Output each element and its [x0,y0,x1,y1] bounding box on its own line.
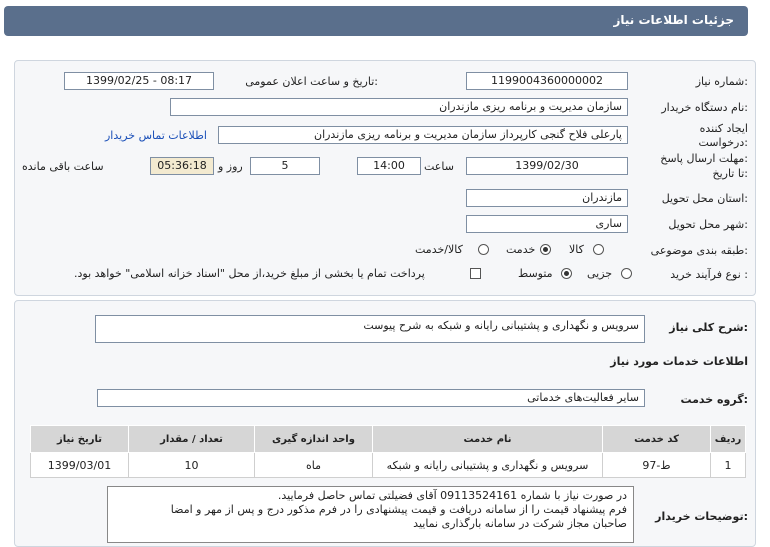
need-number-field: 1199004360000002 [466,72,628,90]
buyer-org-field: سازمان مدیریت و برنامه ریزی مازندران [170,98,628,116]
category-goods-radio[interactable] [593,244,604,255]
deadline-label-1: مهلت ارسال پاسخ: [660,152,748,165]
buyer-notes-label: توضیحات خریدار: [655,510,748,523]
cell-service-name: سرویس و نگهداری و پشتیبانی رایانه و شبکه [373,453,603,478]
days-field: 5 [250,157,320,175]
table-header-row [31,426,746,453]
service-group-field: سایر فعالیت‌های خدماتی [97,389,645,407]
need-number-label: شماره نیاز: [695,75,748,88]
col-need-date: تاریخ نیاز [31,426,129,453]
category-goods-service-radio[interactable] [478,244,489,255]
process-label: نوع فرآیند خرید : [670,268,748,281]
col-quantity: تعداد / مقدار [129,426,255,453]
deadline-time-label: ساعت [424,160,454,173]
process-minor-radio[interactable] [621,268,632,279]
remaining-time-field: 05:36:18 [150,157,214,175]
treasury-payment-checkbox[interactable] [470,268,481,279]
col-service-code: کد خدمت [603,426,711,453]
deadline-date-field: 1399/02/30 [466,157,628,175]
treasury-payment-note: پرداخت تمام یا بخشی از مبلغ خرید،از محل "اسناد خزانه اسلامی" خواهد بود. [74,267,425,280]
deadline-label-2: تا تاریخ: [712,167,748,180]
process-minor-label: جزیی [587,267,613,280]
city-label: شهر محل تحویل: [668,218,748,231]
process-medium-radio[interactable] [561,268,572,279]
category-service-label: خدمت [506,243,536,256]
buyer-note-line: فرم پیشنهاد قیمت را از سامانه دریافت و قیمت پیشنهادی را در فرم مذکور درج و پس از مهر و امضا [170,503,627,516]
cell-unit: ماه [255,453,373,478]
cell-quantity: 10 [129,453,255,478]
col-row-number: ردیف [711,426,746,453]
province-label: استان محل تحویل: [661,192,748,205]
creator-label-2: درخواست: [698,136,748,149]
buyer-note-line: در صورت نیاز با شماره 09113524161 آقای فضیلتی تماس حاصل فرمایید. [277,489,627,502]
city-field: ساری [466,215,628,233]
public-announce-label: تاریخ و ساعت اعلان عمومی: [245,75,378,88]
cell-row-number: 1 [711,453,746,478]
cell-service-code: ط-97 [603,453,711,478]
service-group-label: گروه خدمت: [680,393,748,406]
need-info-panel [14,60,756,296]
creator-field: پارعلی فلاح گنجی کارپرداز سازمان مدیریت و برنامه ریزی مازندران [218,126,628,144]
remaining-label: ساعت باقی مانده [22,160,104,173]
public-announce-field: 1399/02/25 - 08:17 [64,72,214,90]
general-desc-field: سرویس و نگهداری و پشتیبانی رایانه و شبکه به شرح پیوست [95,315,645,343]
table-row [31,453,746,478]
services-info-heading: اطلاعات خدمات مورد نیاز [610,355,748,368]
page-header [4,6,748,36]
buyer-note-line: صاحبان مجاز شرکت در سامانه بارگذاری نمایید [413,517,627,530]
category-service-radio[interactable] [540,244,551,255]
process-medium-label: متوسط [518,267,553,280]
buyer-org-label: نام دستگاه خریدار: [661,101,748,114]
deadline-time-field: 14:00 [357,157,421,175]
category-label: طبقه بندی موضوعی: [650,244,748,257]
general-desc-label: شرح کلی نیاز: [669,321,748,334]
page-title: جزئیات اطلاعات نیاز [613,13,734,27]
category-goods-service-label: کالا/خدمت [415,243,463,256]
creator-label-1: ایجاد کننده [699,122,748,135]
col-unit: واحد اندازه گیری [255,426,373,453]
col-service-name: نام خدمت [373,426,603,453]
services-table [30,425,746,478]
category-goods-label: کالا [569,243,584,256]
province-field: مازندران [466,189,628,207]
day-and-label: روز و [218,160,243,173]
buyer-contact-link[interactable]: اطلاعات تماس خریدار [105,129,207,142]
cell-need-date: 1399/03/01 [31,453,129,478]
buyer-notes-box [107,486,634,543]
